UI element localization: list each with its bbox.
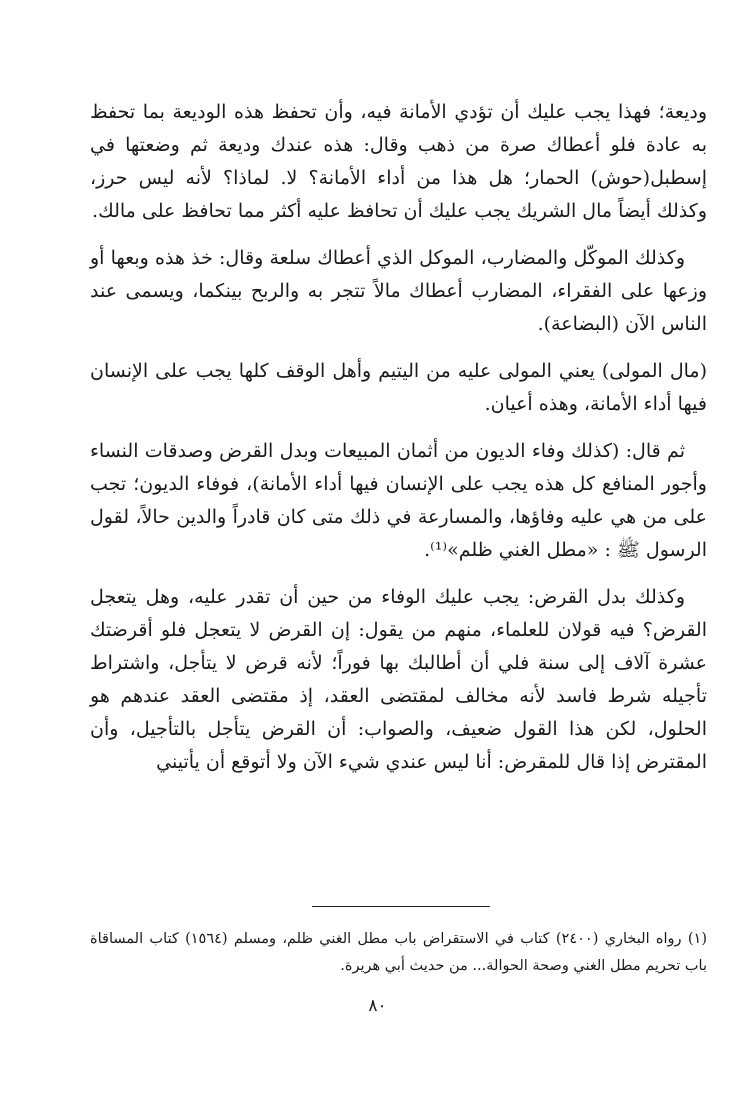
footnote-divider	[312, 906, 490, 907]
page-number: ٨٠	[368, 996, 387, 1016]
paragraph-1: وديعة؛ فهذا يجب عليك أن تؤدي الأمانة فيه، وأن تحفظ هذه الوديعة بما تحفظ به عادة فلو أعطاك صرة من ذهب وقال: هذه عندك وديعة ثم وضعتها في إسطبل(حوش) الحمار؛ هل هذا من أداء الأمانة؟ لا. لماذا؟ لأنه ليس حرز، وكذلك أيضاً مال الشريك يجب عليك أن تحافظ عليه أكثر مما تحافظ على مالك.	[90, 101, 707, 222]
main-text	[90, 96, 707, 793]
paragraph-2: وكذلك الموكّل والمضارب، الموكل الذي أعطاك سلعة وقال: خذ هذه وبعها أو وزعها على الفقراء، المضارب أعطاك مالاً تتجر به والربح بينكما، ويسمى عند الناس الآن (البضاعة).	[90, 247, 707, 335]
paragraph-3: (مال المولى) يعني المولى عليه من اليتيم وأهل الوقف كلها يجب على الإنسان فيها أداء الأمانة، وهذه أعيان.	[90, 360, 707, 415]
footnote-1: (١) رواه البخاري (٢٤٠٠) كتاب في الاستقراض باب مطل الغني ظلم، ومسلم (١٥٦٤) كتاب المساقاة باب تحريم مطل الغني وصحة الحوالة... من حديث أبي هريرة.	[90, 931, 707, 974]
footnotes	[90, 926, 707, 980]
paragraph-4: ثم قال: (كذلك وفاء الديون من أثمان المبيعات وبدل القرض وصدقات النساء وأجور المنافع كل هذه يجب على الإنسان فيها أداء الأمانة)، فوفاء الديون؛ تجب على من هي عليه وفاؤها، والمسارعة في ذلك متى كان قادراً والدين حالاً، لقول الرسول ﷺ : «مطل الغني ظلم»⁽¹⁾.	[90, 440, 707, 561]
paragraph-5: وكذلك بدل القرض: يجب عليك الوفاء من حين أن تقدر عليه، وهل يتعجل القرض؟ فيه قولان للعلماء، منهم من يقول: إن القرض لا يتعجل فلو أقرضتك عشرة آلاف إلى سنة فلي أن أطالبك بها فوراً؛ لأنه قرض لا يتأجل، واشتراط تأجيله شرط فاسد لأنه مخالف لمقتضى العقد، إذ مقتضى العقد عندهم هو الحلول، لكن هذا القول ضعيف، والصواب: أن القرض يتأجل بالتأجيل، وأن المقترض إذا قال للمقرض: أنا ليس عندي شيء الآن ولا أتوقع أن يأتيني	[90, 586, 707, 773]
